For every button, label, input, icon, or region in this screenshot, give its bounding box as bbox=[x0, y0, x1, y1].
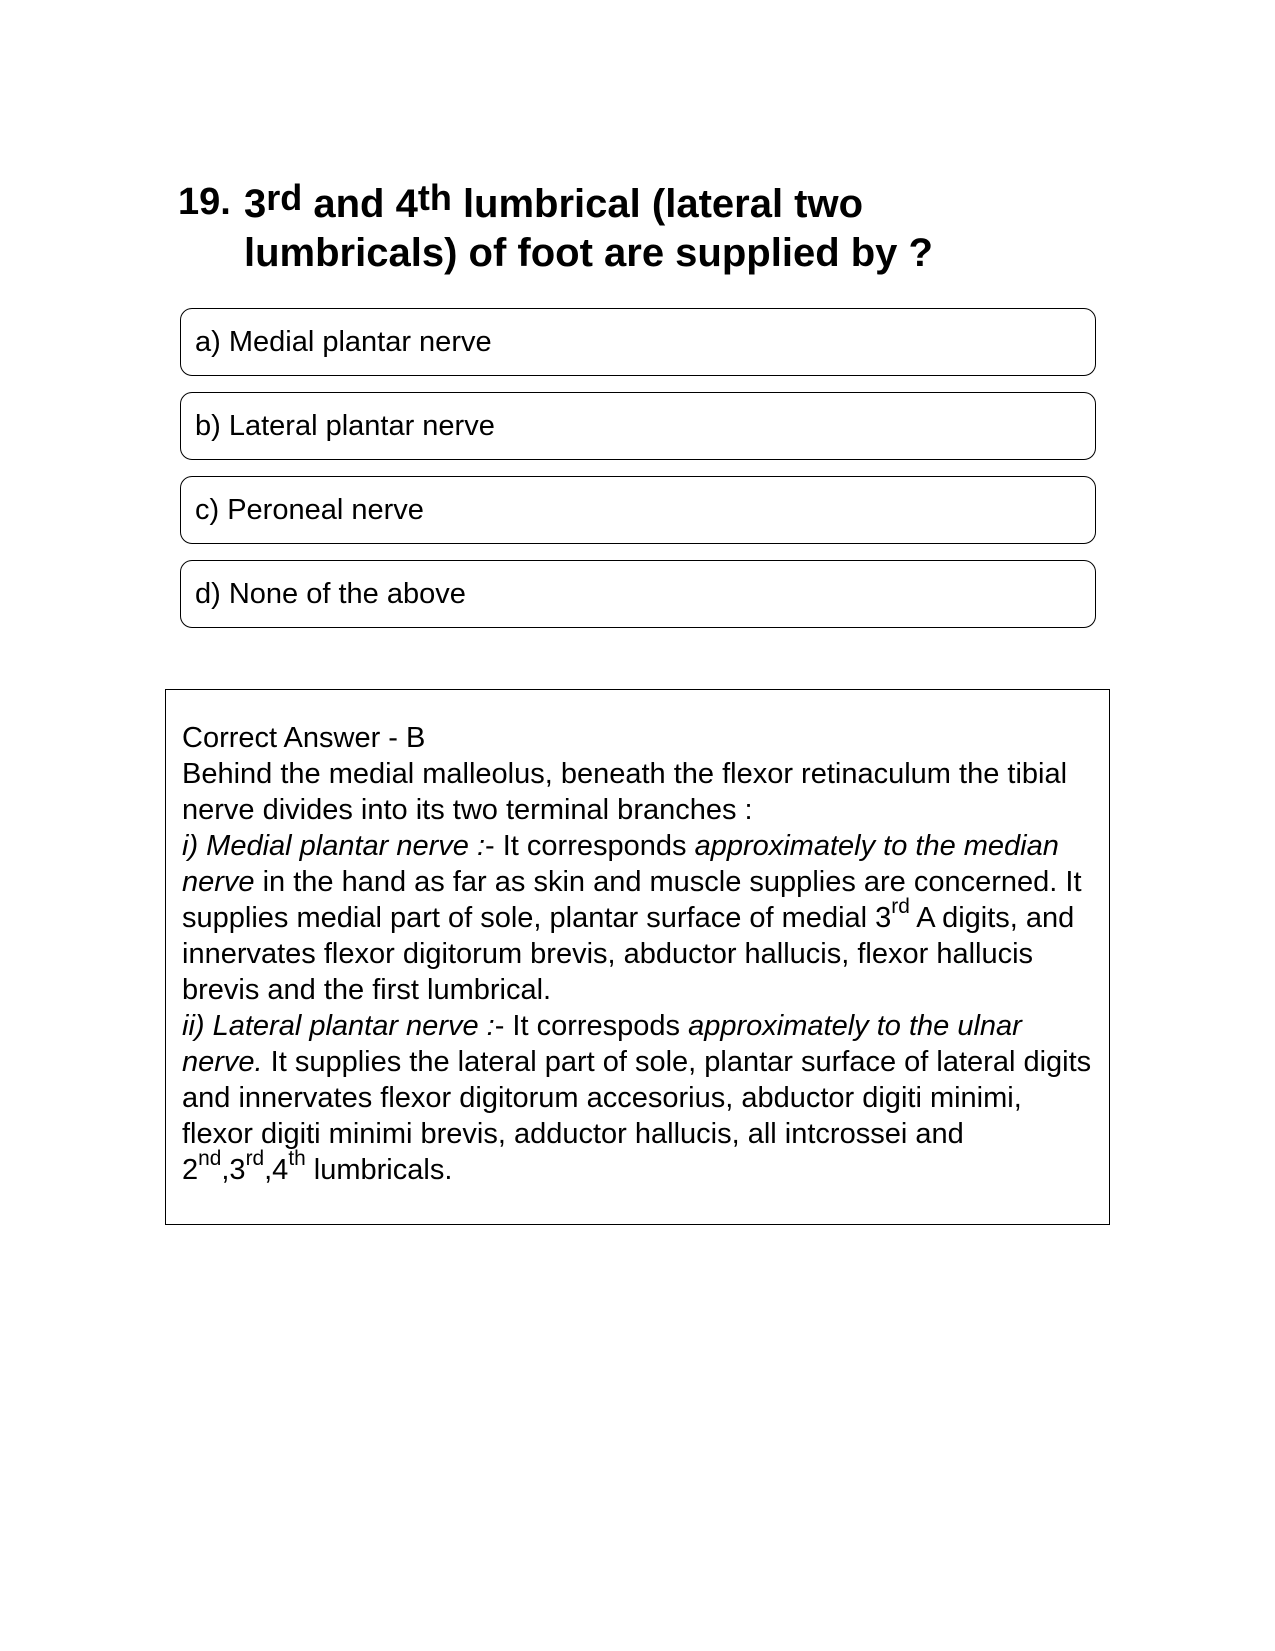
superscript: th bbox=[417, 176, 452, 218]
text: lumbricals. bbox=[305, 1154, 453, 1186]
option-c[interactable]: c) Peroneal nerve bbox=[180, 476, 1096, 544]
superscript: rd bbox=[891, 895, 910, 919]
question-text-part: lumbrical (lateral two lumbricals) of foot are supplied by ? bbox=[244, 182, 933, 275]
text: A digits, and innervates flexor digitorum brevis, abductor hallucis, flexor hallucis brevis and the first lumbrical. bbox=[182, 902, 1075, 1006]
text: ,4 bbox=[264, 1154, 289, 1186]
medial-heading: i) Medial plantar nerve : bbox=[182, 830, 486, 862]
question-text-part: and 4 bbox=[302, 182, 418, 226]
question-text-part: 3 bbox=[244, 182, 267, 226]
option-a[interactable]: a) Medial plantar nerve bbox=[180, 308, 1096, 376]
lateral-plantar-paragraph bbox=[182, 1008, 1094, 1188]
text: - It correspods bbox=[494, 1010, 689, 1042]
option-d[interactable]: d) None of the above bbox=[180, 560, 1096, 628]
text: in the hand as far as skin and muscle supplies are concerned. It supplies medial part of sole, plantar surface of medial 3 bbox=[182, 866, 1082, 934]
explanation-intro: Behind the medial malleolus, beneath the flexor retinaculum the tibial nerve divides into its two terminal branches : bbox=[182, 758, 1068, 826]
question-text bbox=[244, 176, 1064, 278]
explanation-box bbox=[165, 689, 1110, 1225]
text: ,3 bbox=[221, 1154, 246, 1186]
medial-plantar-paragraph bbox=[182, 828, 1094, 1008]
emphasis: approximately to the ulnar nerve. bbox=[182, 1010, 1022, 1078]
superscript: rd bbox=[245, 1147, 265, 1171]
superscript: rd bbox=[266, 176, 303, 218]
option-b[interactable]: b) Lateral plantar nerve bbox=[180, 392, 1096, 460]
answer-options bbox=[180, 308, 1096, 644]
question-number: 19. bbox=[178, 181, 231, 223]
superscript: nd bbox=[198, 1147, 222, 1171]
correct-answer: Correct Answer - B bbox=[182, 722, 426, 754]
text: - It corresponds bbox=[485, 830, 695, 862]
lateral-heading: ii) Lateral plantar nerve : bbox=[182, 1010, 495, 1042]
superscript: th bbox=[288, 1147, 306, 1171]
text: It supplies the lateral part of sole, plantar surface of lateral digits and innervates flexor digitorum accesorius, abductor digiti minimi, flexor digiti minimi brevis, adductor hallucis, all intcrossei and 2 bbox=[182, 1046, 1092, 1186]
emphasis: approximately to the median nerve bbox=[182, 830, 1059, 898]
